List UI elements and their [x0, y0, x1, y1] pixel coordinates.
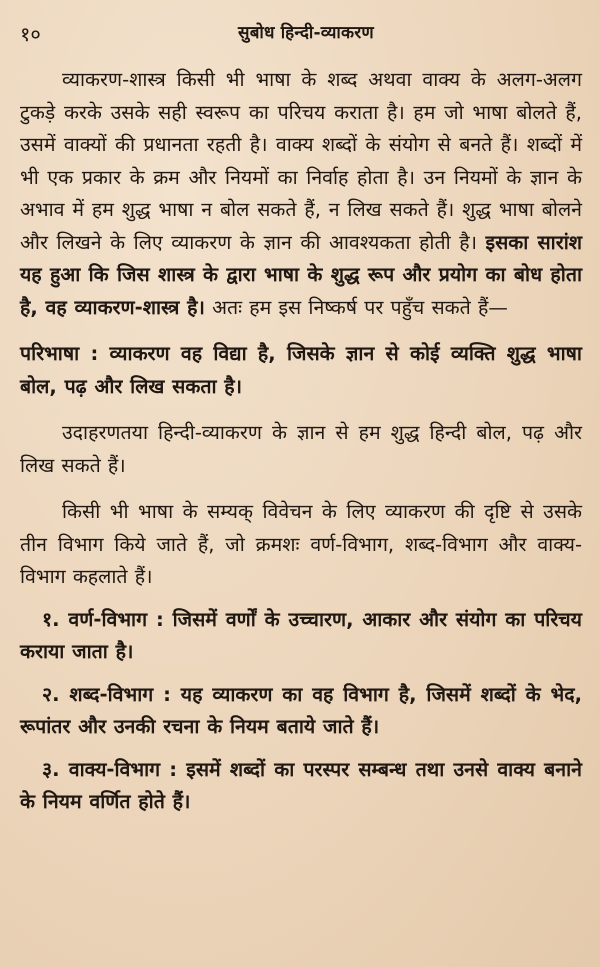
body-text	[20, 64, 582, 819]
intro-emphasis: इसका सारांश यह हुआ कि जिस शास्त्र के द्वारा भाषा के शुद्ध रूप और प्रयोग का बोध होता है, वह व्याकरण-शास्त्र है।	[20, 230, 583, 319]
definition-paragraph: परिभाषा : व्याकरण वह विद्या है, जिसके ज्ञान से कोई व्यक्ति शुद्ध भाषा बोल, पढ़ और लिख सकता है।	[20, 342, 582, 398]
intro-paragraph	[20, 64, 582, 324]
intro-text: व्याकरण-शास्त्र किसी भी भाषा के शब्द अथवा वाक्य के अलग-अलग टुकड़े करके उसके सही स्वरूप का परिचय कराता है। हम जो भाषा बोलते हैं, उसमें वाक्यों की प्रधानता रहती है। वाक्य शब्दों के संयोग से बनते हैं। शब्दों में भी एक प्रकार के क्रम और नियमों का निर्वाह होता है। उन नियमों के ज्ञान के अभाव में हम शुद्ध भाषा न बोल सकते हैं, न लिख सकते हैं। शुद्ध भाषा बोलने और लिखने के लिए व्याकरण के ज्ञान की आवश्यकता होती है।	[20, 68, 582, 254]
intro-conclusion: अतः हम इस निष्कर्ष पर पहुँच सकते हैं—	[212, 295, 508, 319]
division-1-paragraph: १. वर्ण-विभाग : जिसमें वर्णों के उच्चारण, आकार और संयोग का परिचय कराया जाता है।	[20, 607, 582, 663]
running-head	[20, 20, 582, 50]
division-3-paragraph: ३. वाक्य-विभाग : इसमें शब्दों का परस्पर सम्बन्ध तथा उनसे वाक्य बनाने के नियम वर्णित होते हैं।	[20, 757, 582, 813]
example-paragraph: उदाहरणतया हिन्दी-व्याकरण के ज्ञान से हम शुद्ध हिन्दी बोल, पढ़ और लिख सकते हैं।	[20, 421, 582, 477]
division-2-paragraph: २. शब्द-विभाग : यह व्याकरण का वह विभाग है, जिसमें शब्दों के भेद, रूपांतर और उनकी रचना के नियम बताये जाते हैं।	[20, 682, 582, 738]
book-title: सुबोध हिन्दी-व्याकरण	[238, 23, 374, 43]
divisions-intro-paragraph: किसी भी भाषा के सम्यक् विवेचन के लिए व्याकरण की दृष्टि से उसके तीन विभाग किये जाते हैं, जो क्रमशः वर्ण-विभाग, शब्द-विभाग और वाक्य-विभाग कहलाते हैं।	[20, 500, 582, 588]
page-number: १०	[20, 22, 41, 46]
